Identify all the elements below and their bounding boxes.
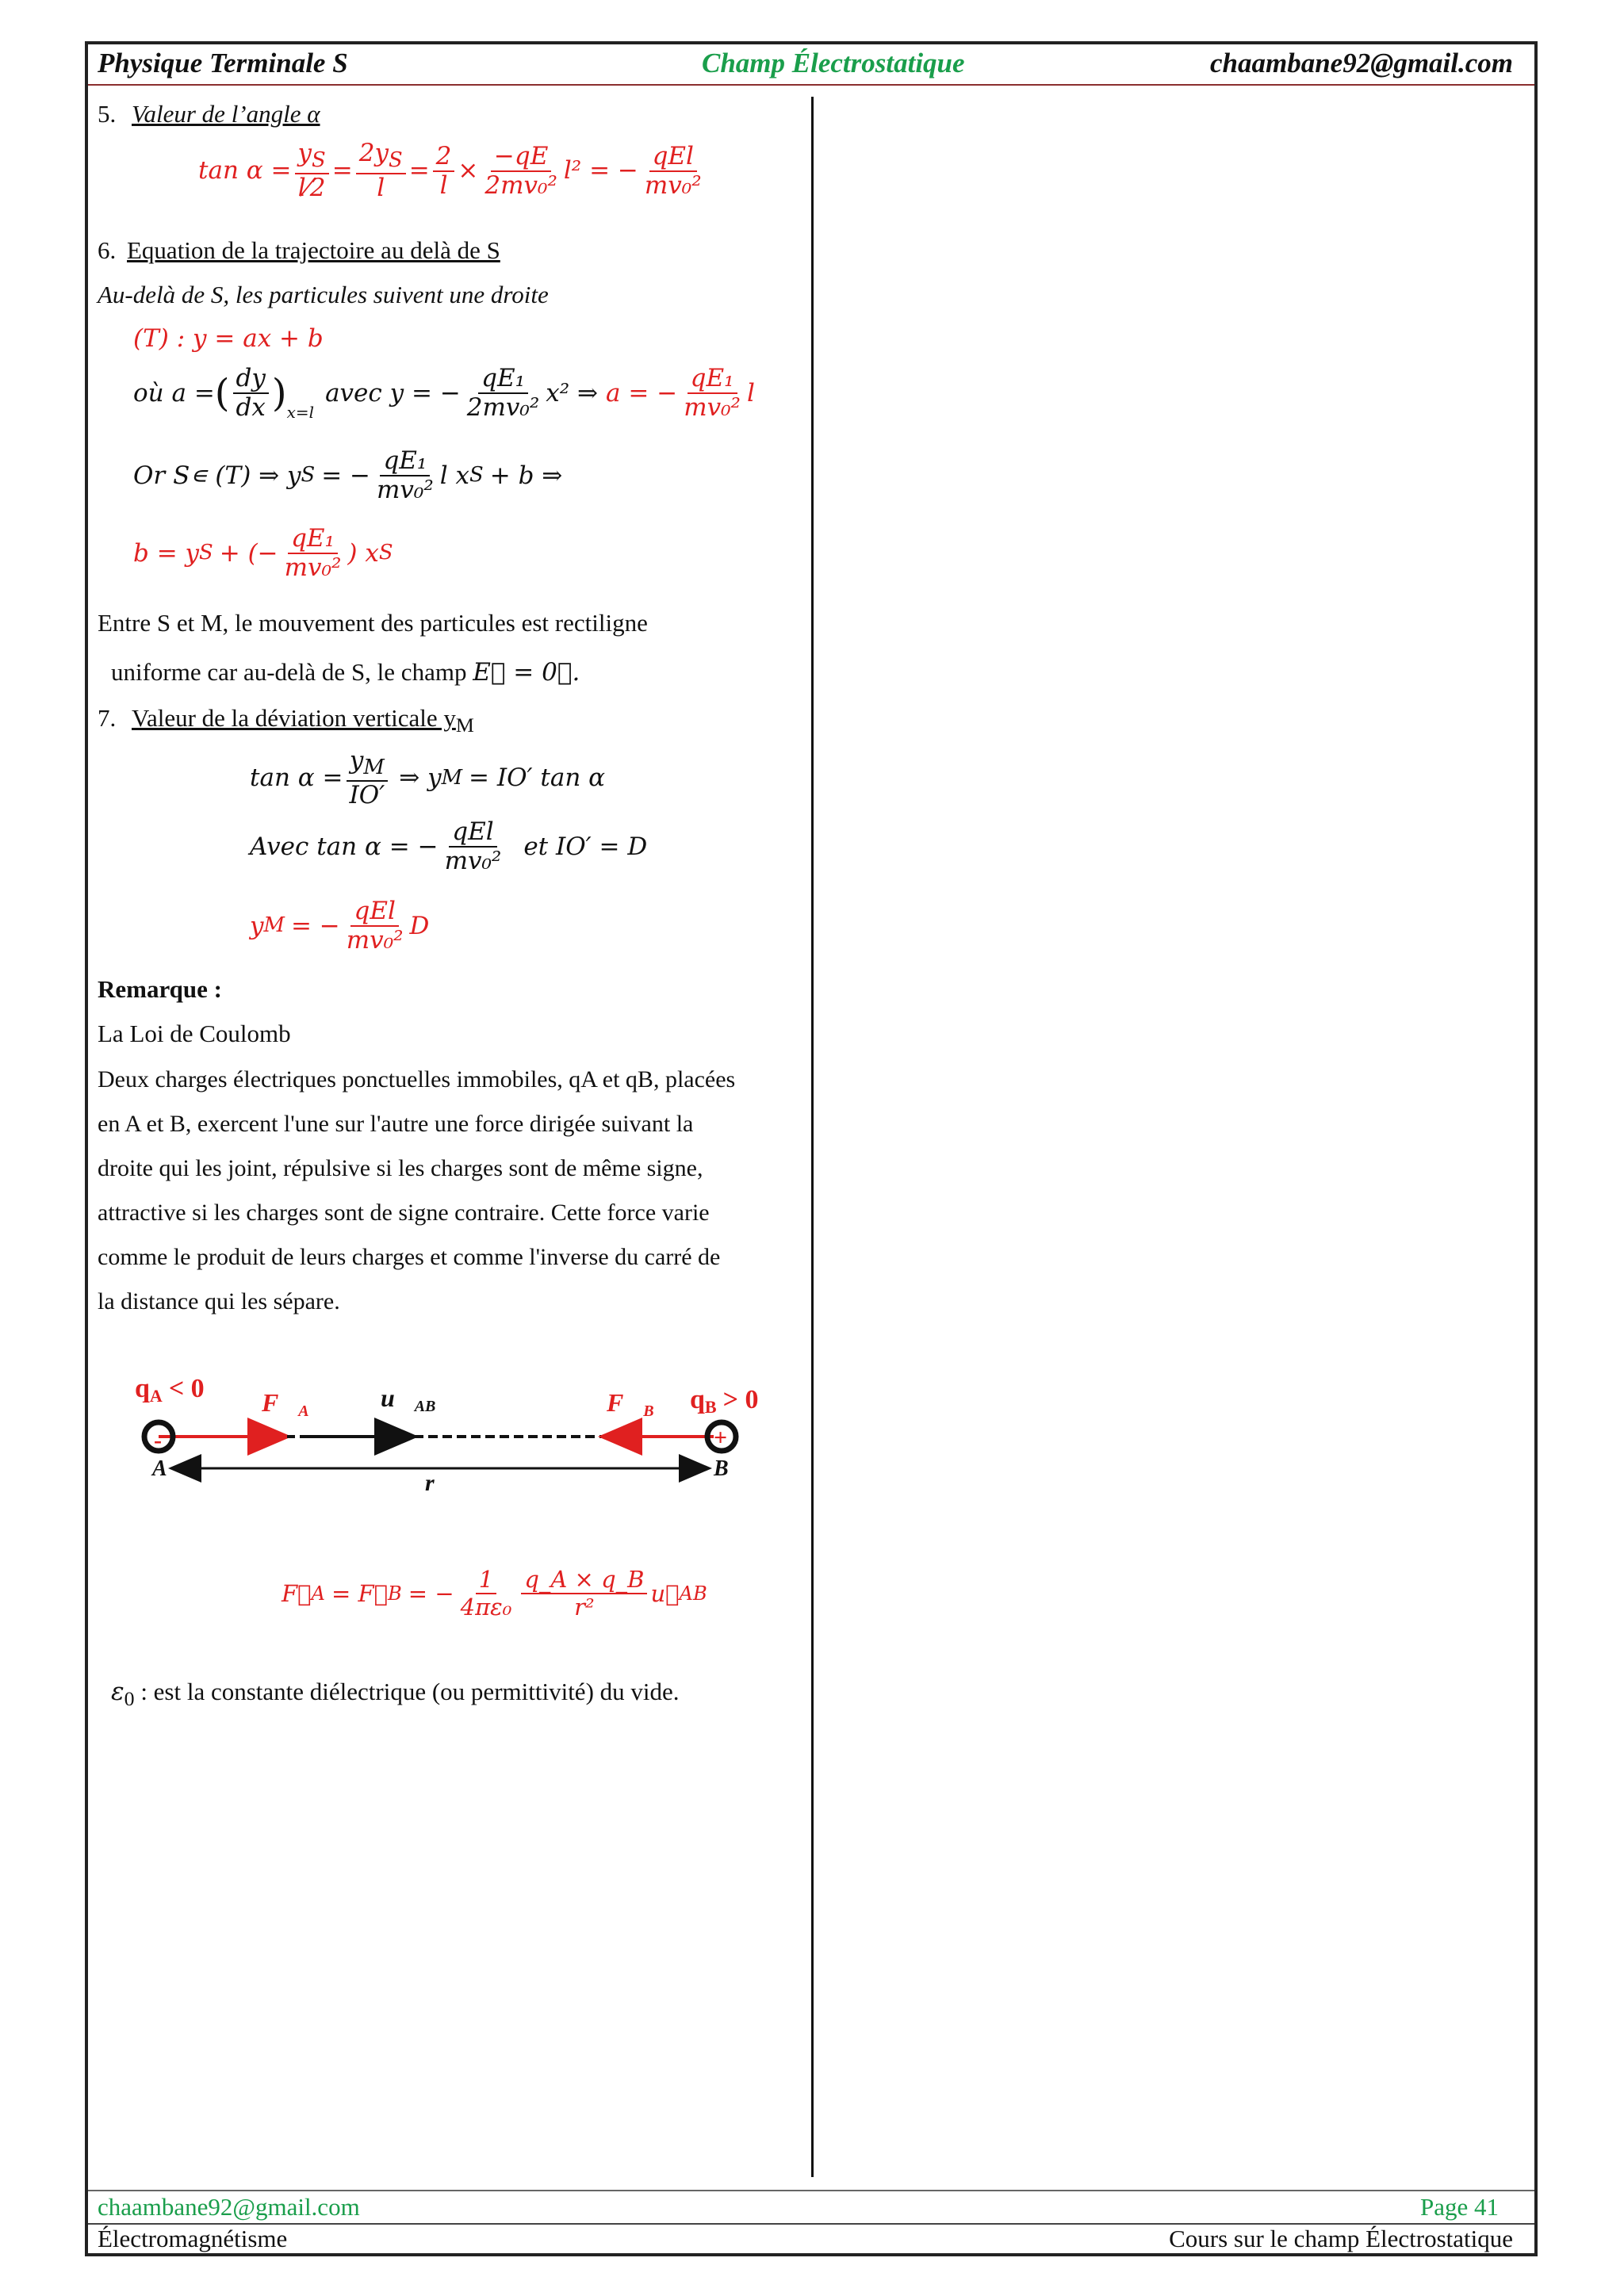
section-5-heading xyxy=(98,101,320,126)
fraction: $\frac{\text{qEl}}{\text{mv₀²}}$ xyxy=(644,141,702,200)
fraction: $\frac{y_S}{l⁄2}$ xyxy=(295,141,329,201)
fraction: $\frac{\text{qEl}}{\text{mv₀²}}$ xyxy=(444,817,502,875)
section-6-text-line2: uniforme car au-delà de S, le champ E⃗ = 0⃗. xyxy=(111,658,580,687)
paragraph-line: attractive si les charges sont de signe contraire. Cette force varie xyxy=(98,1200,710,1226)
FB-label: F⃗B xyxy=(607,1388,654,1420)
fraction: $\frac{-qE}{\text{2mv₀²}}$ xyxy=(485,141,557,200)
distance-label: r xyxy=(425,1470,435,1496)
paragraph-line: comme le produit de leurs charges et comme l'inverse du carré de xyxy=(98,1244,721,1270)
point-B-label: B xyxy=(714,1456,729,1481)
equation-tan-alpha: tan α = $\frac{y_S}{l⁄2}$ = $\frac{2y_S}{l}$ = $\frac{2}{l}$ × $\frac{-qE}{\text{2mv₀²}}$ l² = − $\frac{\text{qEl}}{\text{mv₀²}}$ xyxy=(198,141,708,201)
fraction: $\frac{2}{l}$ xyxy=(433,144,455,198)
footer-email: chaambane92@gmail.com xyxy=(98,2193,360,2221)
equation-ym-result: y M = − $\frac{\text{qEl}}{\text{mv₀²}}$ D xyxy=(250,897,430,955)
fraction: $\frac{dy}{dx}$ xyxy=(233,366,269,420)
paragraph-line: droite qui les joint, répulsive si les charges sont de même signe, xyxy=(98,1155,703,1181)
equation-s-in-t: Or S∊ (T) ⇒ y S = − $\frac{\text{qE₁}}{\text{mv₀²}}$ l x S + b ⇒ xyxy=(133,446,563,504)
fraction: $\frac{q\_A \times q\_B}{\text{r²}}$ xyxy=(521,1568,647,1619)
epsilon-definition: $\varepsilon_0$ : est la constante diélectrique (ou permittivité) du vide. xyxy=(111,1678,680,1711)
footer-page: Page 41 xyxy=(1419,2193,1499,2221)
header-chapter: Champ Électrostatique xyxy=(702,48,965,78)
qB-label: qB > 0 xyxy=(690,1385,759,1417)
section-number: 5. xyxy=(98,100,117,128)
header-rule xyxy=(88,84,1534,86)
charge-A-sign: - xyxy=(154,1427,162,1453)
footer-rule xyxy=(88,2190,1534,2191)
section-title: Valeur de l’angle α xyxy=(132,100,320,128)
column-divider xyxy=(811,97,814,2177)
footer-left: Électromagnétisme xyxy=(98,2225,288,2252)
section-6-text-line1: Entre S et M, le mouvement des particules est rectiligne xyxy=(98,609,648,637)
charge-B-sign: + xyxy=(714,1425,728,1451)
paragraph-line: Deux charges électriques ponctuelles immobiles, qA et qB, placées xyxy=(98,1066,736,1093)
remarque-title: Remarque : xyxy=(98,975,222,1003)
uAB-label: u⃗AB xyxy=(381,1383,436,1415)
remarque-subtitle: La Loi de Coulomb xyxy=(98,1020,291,1047)
equation-intercept-b: b = y S + (− $\frac{\text{qE₁}}{\text{mv₀²}}$ ) x S xyxy=(133,524,393,582)
paragraph-line: en A et B, exercent l'une sur l'autre une force dirigée suivant la xyxy=(98,1111,694,1137)
fraction: $\frac{\text{qE₁}}{\text{mv₀²}}$ xyxy=(377,446,434,504)
equation-trajectory: (T) : y = ax + b xyxy=(133,324,324,353)
remarque-paragraph xyxy=(98,1058,795,1324)
section-6-heading: 6. Equation de la trajectoire au delà de S xyxy=(98,236,500,264)
fraction: $\frac{1}{\text{4πε₀}}$ xyxy=(460,1566,512,1621)
footer-right: Cours sur le champ Électrostatique xyxy=(1169,2225,1513,2252)
fraction: $\frac{\text{qE₁}}{\text{2mv₀²}}$ xyxy=(466,364,540,422)
fraction: $\frac{2y_S}{l}$ xyxy=(356,141,406,201)
FA-label: F⃗A xyxy=(262,1388,309,1420)
fraction: $\frac{\text{qE₁}}{\text{mv₀²}}$ xyxy=(684,364,741,422)
section-7-heading: 7. Valeur de la déviation verticale $y_M$ xyxy=(98,704,474,737)
equation-coulomb: F⃗ A = F⃗ B = − $\frac{1}{\text{4πε₀}}$ $\frac{q\_A \times q\_B}{\text{r²}}$ u⃗ AB xyxy=(282,1566,707,1621)
coulomb-diagram xyxy=(119,1372,801,1498)
equation-tan-ym: tan α = $\frac{y_M}{IO'}$ ⇒ y M = IO′ tan α xyxy=(250,746,606,810)
fraction: $\frac{\text{qE₁}}{\text{mv₀²}}$ xyxy=(284,524,342,582)
point-A-label: A xyxy=(152,1456,167,1481)
section-6-intro: Au-delà de S, les particules suivent une droite xyxy=(98,281,549,308)
equation-avec: Avec tan α = − $\frac{\text{qEl}}{\text{mv₀²}}$ et IO′ = D xyxy=(250,817,648,875)
qA-label: qA < 0 xyxy=(135,1374,205,1406)
paragraph-line: la distance qui les sépare. xyxy=(98,1288,340,1314)
header-email: chaambane92@gmail.com xyxy=(1209,48,1513,78)
header-course: Physique Terminale S xyxy=(98,48,348,78)
fraction: $\frac{\text{qEl}}{\text{mv₀²}}$ xyxy=(346,897,404,955)
fraction: $\frac{y_M}{IO'}$ xyxy=(347,748,389,808)
equation-slope-a: où a = ( $\frac{dy}{dx}$ ) $_{x=l}$ avec y = − $\frac{\text{qE₁}}{\text{2mv₀²}}$ x² ⇒ a = − $\frac{\text{qE₁}}{\text{mv₀²}}$ l xyxy=(133,364,755,422)
